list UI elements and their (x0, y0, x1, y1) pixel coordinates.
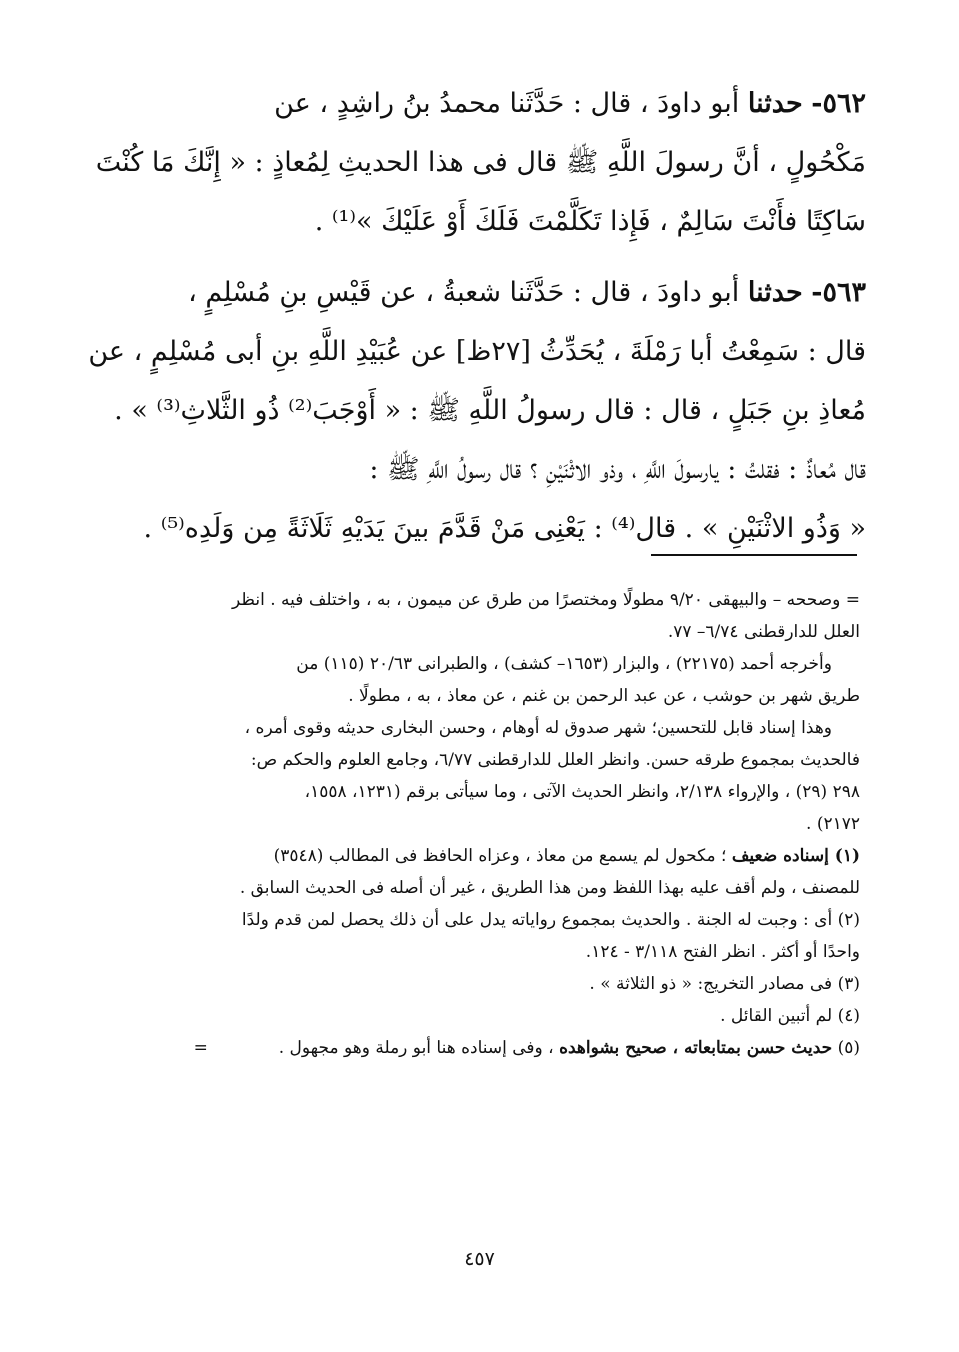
hadith-heading: حدثنا (747, 277, 803, 308)
footnote-1-text: ؛ مكحول لم يسمع من معاذ ، وعزاه الحافظ فى المطالب (٣٥٤٨) (273, 846, 727, 866)
hadith-563-line-1 (150, 263, 866, 322)
footnote-continuation-line: = وصححه – والبيهقى ٩/٢٠ مطولًا ومختصرًا من طرق عن ميمون ، به ، واختلف فيه . انظر (232, 590, 860, 610)
footnote-5 (130, 1032, 860, 1064)
hadith-563-line-4: قال مُعاذٌ : فقلتُ : يارسولَ اللَّهِ ، وذو الاثْنَيْنِ ؟ قال رسولُ اللَّهِ ﷺ : (369, 454, 866, 485)
footnote-continues-marker: = (193, 1038, 208, 1058)
footnote-1-line-2: للمصنف ، ولم أقف عليه بهذا اللفظ ومن هذا الطريق ، غير أن أصله فى الحديث السابق . (239, 878, 860, 898)
hadith-563-line-5: « وَذُو الاثْنَيْنِ » . قال⁽⁴⁾ : يَعْنِى مَنْ قَدَّمَ بينَ يَدَيْهِ ثَلَاثَةً مِن وَلَدِه⁽⁵⁾ . (143, 513, 866, 544)
footnote-5-number: (٥) (837, 1038, 860, 1058)
page-number: ٤٥٧ (464, 1248, 495, 1270)
footnote-paragraph-line: وهذا إسناد قابل للتحسين؛ شهر صدوق له أوهام ، وحسن البخارى حديثه وقوى أمره ، (244, 718, 832, 738)
footnote-5-text: ، وفى إسناده هنا أبو رملة وهو مجهول . (278, 1038, 554, 1058)
hadith-562-line-2: مَكْحُولٍ ، أنَّ رسولَ اللَّهِ ﷺ قال فى هذا الحديثِ لِمُعاذٍ : « إِنَّكَ مَا كُنْتَ (95, 147, 866, 178)
footnotes (130, 584, 860, 1064)
footnote-paragraph-line: فالحديث بمجموع طرقه حسن. وانظر العلل للدارقطنى ٦/٧٧، وجامع العلوم والحكم ص: (250, 750, 860, 770)
footnote-5-verdict: حديث حسن بمتابعاته ، صحيح بشواهده (559, 1038, 833, 1058)
hadith-text: أبو داودَ ، قال : حَدَّثَنا محمدُ بنُ راشِدٍ ، عن (274, 88, 740, 119)
footnote-paragraph-line: وأخرجه أحمد (٢٢١٧٥) ، والبزار (١٦٥٣– كشف) ، والطبرانى ٢٠/٦٣ (١١٥) من (296, 654, 832, 674)
footnote-continuation-line: العلل للدارقطنى ٦/٧٤– ٧٧. (667, 622, 860, 642)
hadith-text: أبو داودَ ، قال : حَدَّثَنا شعبةُ ، عن قَيْسِ بنِ مُسْلِمٍ ، (188, 277, 740, 308)
hadith-562-line-3: سَاكِتًا فأَنْتَ سَالِمٌ ، فَإِذا تَكَلَّمْتَ فَلَكَ أَوْ عَلَيْكَ »⁽¹⁾ . (314, 206, 866, 237)
hadith-563-line-3: مُعاذِ بنِ جَبَلٍ ، قال : قال رسولُ اللَّهِ ﷺ : « أَوْجَبَ⁽²⁾ ذُو الثَّلاثِ⁽³⁾ » . (114, 395, 866, 426)
hadith-563-line-2: قال : سَمِعْتُ أبا رَمْلَةَ ، يُحَدِّثُ [٢٧ظ] عن عُبَيْدِ اللَّهِ بنِ أبى مُسْلِمٍ ، عن (88, 336, 866, 367)
footnote-4: (٤) لم أتبين القائل . (720, 1006, 860, 1026)
main-text (88, 74, 866, 558)
footnote-2: (٢) أى : وجبت له الجنة . والحديث بمجموع رواياته يدل على أن ذلك يحصل لمن قدم ولدًا (241, 910, 860, 930)
footnote-1-verdict: (١) إسناده ضعيف (731, 846, 860, 866)
footnote-paragraph-line: طريق شهر بن حوشب ، عن عبد الرحمن بن غنم ، عن معاذ ، به ، مطولًا . (348, 686, 860, 706)
footnote-paragraph-line: ٢٩٨ (٢٩) ، والإرواء ٢/١٣٨، وانظر الحديث الآتى ، وما سيأتى برقم (١٢٣١، ١٥٥٨، (304, 782, 860, 802)
footnote-paragraph-line: ٢١٧٢) . (806, 814, 860, 834)
footnote-3: (٣) فى مصادر التخريج: « ذو الثلاثة » . (589, 974, 860, 994)
hadith-number: ٥٦٢- (811, 88, 866, 119)
hadith-562-line-1 (150, 74, 866, 133)
hadith-number: ٥٦٣- (811, 277, 866, 308)
footnote-2-line-2: واحدًا أو أكثر . انظر الفتح ٣/١١٨ - ١٢٤. (585, 942, 860, 962)
footnote-separator (651, 554, 857, 556)
hadith-heading: حدثنا (747, 88, 803, 119)
footnote-1 (130, 840, 860, 872)
